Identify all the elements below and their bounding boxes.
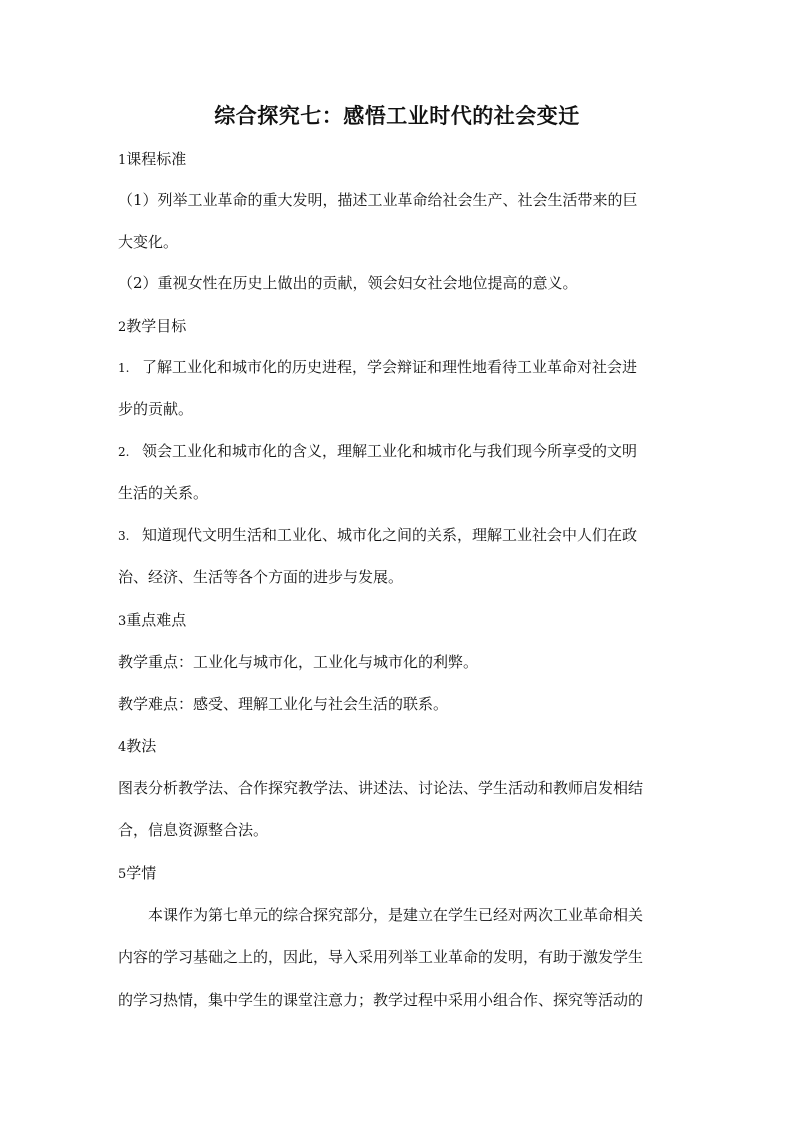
section-heading-text: 教法 xyxy=(126,737,157,755)
paragraph-line: 图表分析教学法、合作探究教学法、讲述法、讨论法、学生活动和教师启发相结 xyxy=(118,779,644,797)
section-heading-text: 教学目标 xyxy=(126,317,187,335)
section-number: 4 xyxy=(118,740,127,755)
paragraph-line: 生活的关系。 xyxy=(118,484,209,502)
section-number: 1 xyxy=(118,153,127,168)
paragraph-line: （1）列举工业革命的重大发明，描述工业革命给社会生产、社会生活带来的巨 xyxy=(118,191,638,209)
section-number: 5 xyxy=(118,867,127,882)
list-item-text: 了解工业化和城市化的历史进程，学会辩证和理性地看待工业革命对社会进 xyxy=(142,358,638,376)
section-heading-3 xyxy=(118,608,678,634)
paragraph-line: 大变化。 xyxy=(118,233,179,251)
list-item-text: 领会工业化和城市化的含义，理解工业化和城市化与我们现今所享受的文明 xyxy=(142,442,638,460)
paragraph-line: 本课作为第七单元的综合探究部分，是建立在学生已经对两次工业革命相关 xyxy=(148,906,644,924)
list-item xyxy=(118,355,678,380)
list-number: 2. xyxy=(118,445,130,459)
paragraph-line: 教学重点：工业化与城市化，工业化与城市化的利弊。 xyxy=(118,653,479,671)
section-heading-1 xyxy=(118,147,678,173)
section-heading-text: 学情 xyxy=(126,864,157,882)
paragraph-line: 合，信息资源整合法。 xyxy=(118,821,269,839)
section-heading-2 xyxy=(118,314,678,340)
list-number: 3. xyxy=(118,529,130,543)
paragraph-line: 内容的学习基础之上的，因此，导入采用列举工业革命的发明，有助于激发学生 xyxy=(118,948,644,966)
paragraph-line: 治、经济、生活等各个方面的进步与发展。 xyxy=(118,568,404,586)
list-item-text: 知道现代文明生活和工业化、城市化之间的关系，理解工业社会中人们在政 xyxy=(142,526,638,544)
paragraph-line: 的学习热情，集中学生的课堂注意力；教学过程中采用小组合作、探究等活动的 xyxy=(118,991,644,1009)
section-number: 3 xyxy=(118,614,127,629)
paragraph-line: （2）重视女性在历史上做出的贡献，领会妇女社会地位提高的意义。 xyxy=(118,274,578,292)
list-item xyxy=(118,523,678,548)
list-number: 1. xyxy=(118,361,130,375)
section-number: 2 xyxy=(118,320,127,335)
section-heading-4 xyxy=(118,734,678,760)
paragraph-line: 步的贡献。 xyxy=(118,400,194,418)
section-heading-text: 重点难点 xyxy=(126,611,187,629)
section-heading-text: 课程标准 xyxy=(126,150,187,168)
paragraph-line: 教学难点：感受、理解工业化与社会生活的联系。 xyxy=(118,695,449,713)
list-item xyxy=(118,439,678,464)
section-heading-5 xyxy=(118,861,678,887)
page-title: 综合探究七：感悟工业时代的社会变迁 xyxy=(214,103,580,128)
